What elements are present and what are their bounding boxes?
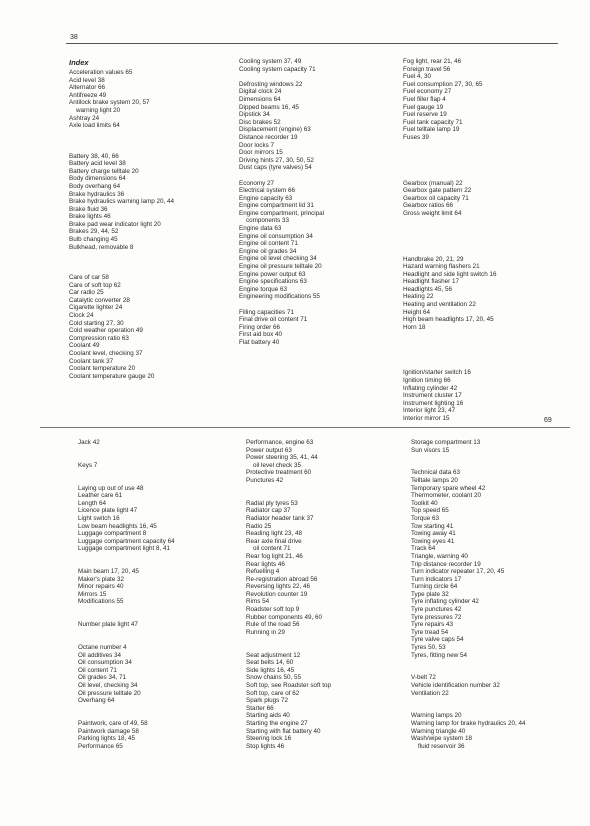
index-entry: Re-registration abroad 56 xyxy=(246,575,318,583)
index-title: Index xyxy=(69,58,89,67)
index-entry: Tow starting 41 xyxy=(411,522,454,530)
group-spacer xyxy=(69,130,229,153)
index-entry: Handbrake 20, 21, 29 xyxy=(403,255,464,263)
index-entry: Fuel reserve 19 xyxy=(403,111,447,119)
index-entry: Warning lamps 20 xyxy=(411,712,462,720)
index-entry: Tyre repairs 43 xyxy=(411,621,453,629)
index-entry: Brakes 29, 44, 52 xyxy=(69,228,119,236)
group-spacer xyxy=(403,218,563,256)
group-spacer xyxy=(403,142,563,180)
index-entry: Steering lock 16 xyxy=(246,735,292,743)
index-entry: Refuelling 4 xyxy=(246,568,280,576)
index-entry: Licence plate light 47 xyxy=(78,507,138,515)
index-entry: Engine capacity 63 xyxy=(239,194,293,202)
index-entry: Triangle, warning 40 xyxy=(411,552,468,560)
group-spacer xyxy=(403,331,563,369)
index-entry: components 33 xyxy=(246,217,290,225)
index-entry: Tyres, fitting new 54 xyxy=(411,651,467,659)
index-entry: Performance, engine 63 xyxy=(246,439,314,446)
index-entry: Length 64 xyxy=(78,499,107,507)
index-entry: Electrical system 66 xyxy=(239,187,295,195)
index-entry: Starting with flat battery 40 xyxy=(246,727,321,735)
index-entry: Storage compartment 13 xyxy=(411,439,481,446)
group-spacer xyxy=(78,469,238,484)
entries xyxy=(246,439,411,750)
index-entry: Battery charge telltale 20 xyxy=(69,167,139,175)
index-entry: Headlight flasher 17 xyxy=(403,278,460,286)
index-entry: Low beam headlights 16, 45 xyxy=(78,522,157,530)
index-entry: Economy 27 xyxy=(239,179,275,187)
index-entry: Battery acid level 38 xyxy=(69,160,126,168)
index-entry: Firing order 66 xyxy=(239,323,280,331)
index-entry: Running in 29 xyxy=(246,628,285,636)
index-entry: Starter 66 xyxy=(246,704,274,712)
index-entry: Fuel gauge 19 xyxy=(403,103,444,111)
index-entry: Octane number 4 xyxy=(78,644,127,652)
index-entry: Oil content 71 xyxy=(78,666,117,674)
index-entry: Dipstick 34 xyxy=(239,111,270,119)
index-entry: Oil level, checking 34 xyxy=(78,682,138,689)
index-entry: Gearbox gate pattern 22 xyxy=(403,187,472,195)
index-entry: Tyres 50, 53 xyxy=(411,644,446,652)
group-spacer xyxy=(78,447,238,462)
index-entry: Instrument cluster 17 xyxy=(403,392,462,400)
index-entry: Driving hints 27, 30, 50, 52 xyxy=(239,156,314,164)
index-entry: Gearbox (manual) 22 xyxy=(403,179,463,187)
index-entry: Heating 22 xyxy=(403,293,434,301)
index-entry: Mirrors 15 xyxy=(78,590,107,598)
index-entry: Axle load limits 64 xyxy=(69,122,120,130)
index-entry: Luggage compartment light 8, 41 xyxy=(78,545,171,553)
index-entry: Brake pad wear indicator light 20 xyxy=(69,220,161,228)
index-entry: Revolution counter 19 xyxy=(246,590,308,598)
top-column-2 xyxy=(239,58,404,347)
index-entry: Coolant temperature gauge 20 xyxy=(69,372,155,380)
index-entry: Digital clock 24 xyxy=(239,88,282,96)
index-entry: Ventilation 22 xyxy=(411,689,449,697)
index-entry: Door mirrors 15 xyxy=(239,149,283,157)
index-entry: Bulb changing 45 xyxy=(69,236,118,244)
group-spacer xyxy=(78,629,238,644)
index-entry: Laying up out of use 48 xyxy=(78,484,144,492)
index-entry: Parking lights 18, 45 xyxy=(78,735,136,743)
group-spacer xyxy=(246,485,411,500)
index-entry: Ashtray 24 xyxy=(69,114,100,122)
index-entry: Engine compartment, principal xyxy=(239,209,325,217)
index-entry: Tyre tread 54 xyxy=(411,628,449,636)
index-entry: Side lights 16, 45 xyxy=(246,666,295,674)
index-entry: Power output 63 xyxy=(246,446,292,454)
index-entry: Type plate 32 xyxy=(411,590,449,598)
index-entry: Coolant 49 xyxy=(69,342,100,350)
index-entry: Performance 65 xyxy=(78,742,123,750)
index-entry: Heating and ventilation 22 xyxy=(403,301,476,309)
index-entry: Coolant level, checking 37 xyxy=(69,350,143,357)
index-entry: Engine oil pressure telltale 20 xyxy=(239,263,322,271)
index-entry: Top speed 65 xyxy=(411,507,449,515)
mid-rule xyxy=(40,427,570,428)
index-entry: Tyre pressures 72 xyxy=(411,613,462,621)
bottom-column-2 xyxy=(246,439,411,750)
index-entry: Acceleration values 65 xyxy=(69,69,133,76)
index-entry: warning light 20 xyxy=(76,106,121,114)
index-entry: Keys 7 xyxy=(78,461,98,469)
index-entry: Fuses 39 xyxy=(403,133,429,141)
index-entry: Horn 18 xyxy=(403,323,426,331)
index-entry: Interior light 23, 47 xyxy=(403,407,456,415)
index-entry: Final drive oil content 71 xyxy=(239,316,308,324)
group-spacer xyxy=(411,659,571,674)
index-entry: Radio 25 xyxy=(246,522,272,530)
index-entry: Engineering modifications 55 xyxy=(239,293,320,301)
group-spacer xyxy=(78,705,238,720)
entries xyxy=(239,58,404,347)
index-entry: Track 64 xyxy=(411,545,436,553)
index-entry: Rear lights 46 xyxy=(246,560,285,568)
index-entry: Battery 38, 40, 66 xyxy=(69,152,119,160)
index-entry: Gearbox ratios 66 xyxy=(403,202,454,210)
index-entry: Turn indicator repeater 17, 20, 45 xyxy=(411,568,505,576)
index-entry: Soft top, care of 62 xyxy=(246,689,300,697)
entries xyxy=(403,58,563,423)
index-entry: Seat belts 14, 60 xyxy=(246,659,294,667)
top-column-3 xyxy=(403,58,563,423)
index-entry: Flat battery 40 xyxy=(239,338,280,346)
index-entry: Rule of the road 56 xyxy=(246,621,300,629)
index-entry: Catalytic converter 28 xyxy=(69,296,130,304)
index-entry: Snow chains 50, 55 xyxy=(246,674,301,682)
index-entry: Turn indicators 17 xyxy=(411,575,462,583)
index-entry: Vehicle identification number 32 xyxy=(411,682,500,689)
index-entry: Engine oil level checking 34 xyxy=(239,255,317,263)
index-entry: Tyre punctures 42 xyxy=(411,606,462,614)
index-entry: Cold weather operation 49 xyxy=(69,327,143,335)
index-entry: Punctures 42 xyxy=(246,476,284,484)
index-entry: Thermometer, coolant 20 xyxy=(411,492,482,500)
index-entry: Cooling system capacity 71 xyxy=(239,65,316,73)
index-entry: Fuel economy 27 xyxy=(403,88,452,96)
index-entry: High beam headlights 17, 20, 45 xyxy=(403,316,494,324)
index-entry: Inflating cylinder 42 xyxy=(403,384,458,392)
index-entry: Foreign travel 56 xyxy=(403,65,451,73)
index-entry: Headlights 45, 56 xyxy=(403,285,453,293)
group-spacer xyxy=(78,553,238,568)
index-entry: Soft top, see Roadster soft top xyxy=(246,682,332,689)
index-entry: Hazard warning flashers 21 xyxy=(403,263,480,271)
index-entry: Engine oil grades 34 xyxy=(239,247,297,255)
index-entry: Tyre valve caps 54 xyxy=(411,636,464,644)
index-entry: Roadster soft top 9 xyxy=(246,606,300,614)
index-entry: Brake lights 46 xyxy=(69,213,111,221)
index-entry: Care of car 58 xyxy=(69,274,109,282)
index-entry: Starting aids 40 xyxy=(246,712,290,720)
index-entry: Disc brakes 52 xyxy=(239,118,281,126)
index-entry: Luggage compartment capacity 64 xyxy=(78,537,175,545)
index-entry: Telltale lamps 20 xyxy=(411,476,458,484)
index-entry: Towing away 41 xyxy=(411,530,456,538)
index-entry: Engine oil consumption 34 xyxy=(239,232,313,240)
index-entry: Care of soft top 62 xyxy=(69,281,121,289)
index-entry: Reading light 23, 48 xyxy=(246,530,303,538)
index-entry: Gearbox oil capacity 71 xyxy=(403,194,469,202)
index-entry: Oil pressure telltale 20 xyxy=(78,689,141,697)
index-entry: Luggage compartment 8 xyxy=(78,530,147,538)
index-entry: Height 64 xyxy=(403,308,430,316)
index-entry: Toolkit 40 xyxy=(411,499,438,507)
index-entry: Antifreeze 49 xyxy=(69,91,107,99)
index-entry: First aid box 40 xyxy=(239,331,283,339)
index-entry: Antilock brake system 20, 57 xyxy=(69,99,150,107)
index-entry: Oil grades 34, 71 xyxy=(78,674,126,682)
index-entry: Trip distance recorder 19 xyxy=(411,560,481,568)
index-entry: V-belt 72 xyxy=(411,674,436,682)
group-spacer xyxy=(246,636,411,651)
index-entry: fluid reservoir 36 xyxy=(418,742,465,750)
index-entry: Power steering 35, 41, 44 xyxy=(246,454,318,462)
index-entry: Starting the engine 27 xyxy=(246,719,308,727)
index-entry: Body overhang 64 xyxy=(69,182,121,190)
index-entry: oil content 71 xyxy=(253,545,291,553)
index-entry: Bulkhead, removable 8 xyxy=(69,243,134,251)
index-entry: Rear fog light 21, 46 xyxy=(246,552,303,560)
index-entry: Spark plugs 72 xyxy=(246,697,289,705)
index-entry: Overhang 64 xyxy=(78,697,115,705)
index-entry: Rear axle final drive xyxy=(246,537,302,545)
index-entry: Radiator header tank 37 xyxy=(246,514,314,522)
index-entry: oil level check 35 xyxy=(253,461,301,469)
index-entry: Brake fluid 36 xyxy=(69,205,108,213)
index-entry: Main beam 17, 20, 45 xyxy=(78,568,139,576)
bottom-column-1 xyxy=(78,439,238,750)
index-entry: Cold starting 27, 30 xyxy=(69,319,124,327)
group-spacer xyxy=(78,606,238,621)
index-entry: Coolant tank 37 xyxy=(69,357,114,365)
index-entry: Number plate light 47 xyxy=(78,621,138,629)
index-entry: Dimensions 64 xyxy=(239,95,281,103)
index-entry: Alternator 66 xyxy=(69,84,106,92)
index-entry: Reversing lights 22, 46 xyxy=(246,583,311,591)
index-entry: Fuel 4, 30 xyxy=(403,73,432,81)
index-entry: Oil consumption 34 xyxy=(78,659,132,667)
index-entry: Ignition/starter switch 16 xyxy=(403,369,471,377)
index-entry: Cigarette lighter 24 xyxy=(69,304,123,312)
index-entry: Defrosting windows 22 xyxy=(239,80,303,88)
index-entry: Gross weight limit 64 xyxy=(403,209,462,217)
index-entry: Protective treatment 60 xyxy=(246,469,312,477)
index-entry: Fuel telltale lamp 19 xyxy=(403,126,460,134)
entries xyxy=(78,439,238,750)
index-entry: Coolant temperature 20 xyxy=(69,365,136,373)
index-entry: Paintwork damage 58 xyxy=(78,727,139,735)
group-spacer xyxy=(239,301,404,309)
index-entry: Cooling system 37, 49 xyxy=(239,58,302,65)
index-entry: Rubber components 49, 60 xyxy=(246,613,322,621)
index-entry: Warning triangle 40 xyxy=(411,727,466,735)
group-spacer xyxy=(411,454,571,469)
group-spacer xyxy=(69,251,229,274)
top-rule xyxy=(66,43,558,44)
index-entry: Interior mirror 15 xyxy=(403,415,450,422)
group-spacer xyxy=(239,73,404,81)
index-entry: Wash/wipe system 18 xyxy=(411,735,473,743)
index-entry: Engine compartment lid 31 xyxy=(239,202,314,210)
index-entry: Engine oil content 71 xyxy=(239,240,298,248)
index-entry: Leather care 61 xyxy=(78,492,123,500)
bottom-column-3 xyxy=(411,439,571,750)
index-entry: Fuel consumption 27, 30, 65 xyxy=(403,80,483,88)
index-entry: Tyre inflating cylinder 42 xyxy=(411,598,479,606)
index-entry: Headlight and side light switch 16 xyxy=(403,270,497,278)
index-entry: Brake hydraulics 36 xyxy=(69,190,125,198)
index-entry: Engine torque 63 xyxy=(239,285,287,293)
index-entry: Engine specifications 63 xyxy=(239,278,307,286)
index-entry: Fuel tank capacity 71 xyxy=(403,118,463,126)
group-spacer xyxy=(411,697,571,712)
index-entry: Body dimensions 64 xyxy=(69,175,126,183)
index-entry: Car radio 25 xyxy=(69,289,104,297)
index-entry: Dust caps (tyre valves) 54 xyxy=(239,164,312,172)
entries xyxy=(411,439,571,750)
index-entry: Distance recorder 19 xyxy=(239,133,298,141)
page-number-top: 38 xyxy=(70,34,78,41)
index-entry: Radiator cap 37 xyxy=(246,507,291,515)
index-entry: Oil additives 34 xyxy=(78,651,122,659)
group-spacer xyxy=(239,172,404,180)
index-entry: Compression ratio 63 xyxy=(69,334,129,342)
index-entry: Stop lights 46 xyxy=(246,742,285,750)
index-entry: Acid level 38 xyxy=(69,76,105,84)
index-entry: Displacement (engine) 63 xyxy=(239,126,311,134)
page-number-bottom: 69 xyxy=(544,417,552,424)
index-entry: Rims 54 xyxy=(246,598,270,606)
index-entry: Engine power output 63 xyxy=(239,270,306,278)
index-entry: Maker's plate 32 xyxy=(78,575,125,583)
index-entry: Paintwork, care of 49, 58 xyxy=(78,719,148,727)
top-column-1 xyxy=(69,58,229,380)
index-entry: Radial ply tyres 53 xyxy=(246,499,298,507)
index-entry: Ignition timing 66 xyxy=(403,377,451,385)
index-entry: Temporary spare wheel 42 xyxy=(411,484,486,492)
index-entry: Seat adjustment 12 xyxy=(246,651,301,659)
entries xyxy=(69,69,229,380)
index-entry: Clock 24 xyxy=(69,312,94,320)
index-entry: Torque 63 xyxy=(411,514,440,522)
index-entry: Fog light, rear 21, 46 xyxy=(403,58,462,65)
index-entry: Modifications 55 xyxy=(78,598,124,606)
index-entry: Minor repairs 40 xyxy=(78,583,124,591)
index-entry: Filling capacities 71 xyxy=(239,308,294,316)
index-entry: Light switch 16 xyxy=(78,514,120,522)
index-entry: Brake hydraulics warning lamp 20, 44 xyxy=(69,198,175,206)
index-entry: Warning lamp for brake hydraulics 20, 44 xyxy=(411,719,526,727)
index-entry: Fuel filler flap 4 xyxy=(403,95,446,103)
index-entry: Sun visors 15 xyxy=(411,446,450,454)
index-entry: Jack 42 xyxy=(78,439,100,446)
index-entry: Turning circle 64 xyxy=(411,583,458,591)
index-entry: Technical data 63 xyxy=(411,469,461,477)
index-entry: Engine data 63 xyxy=(239,225,282,233)
index-entry: Towing eyes 41 xyxy=(411,537,455,545)
index-entry: Door locks 7 xyxy=(239,141,274,149)
index-entry: Instrument lighting 16 xyxy=(403,399,464,407)
index-entry: Dipped beams 16, 45 xyxy=(239,103,299,111)
